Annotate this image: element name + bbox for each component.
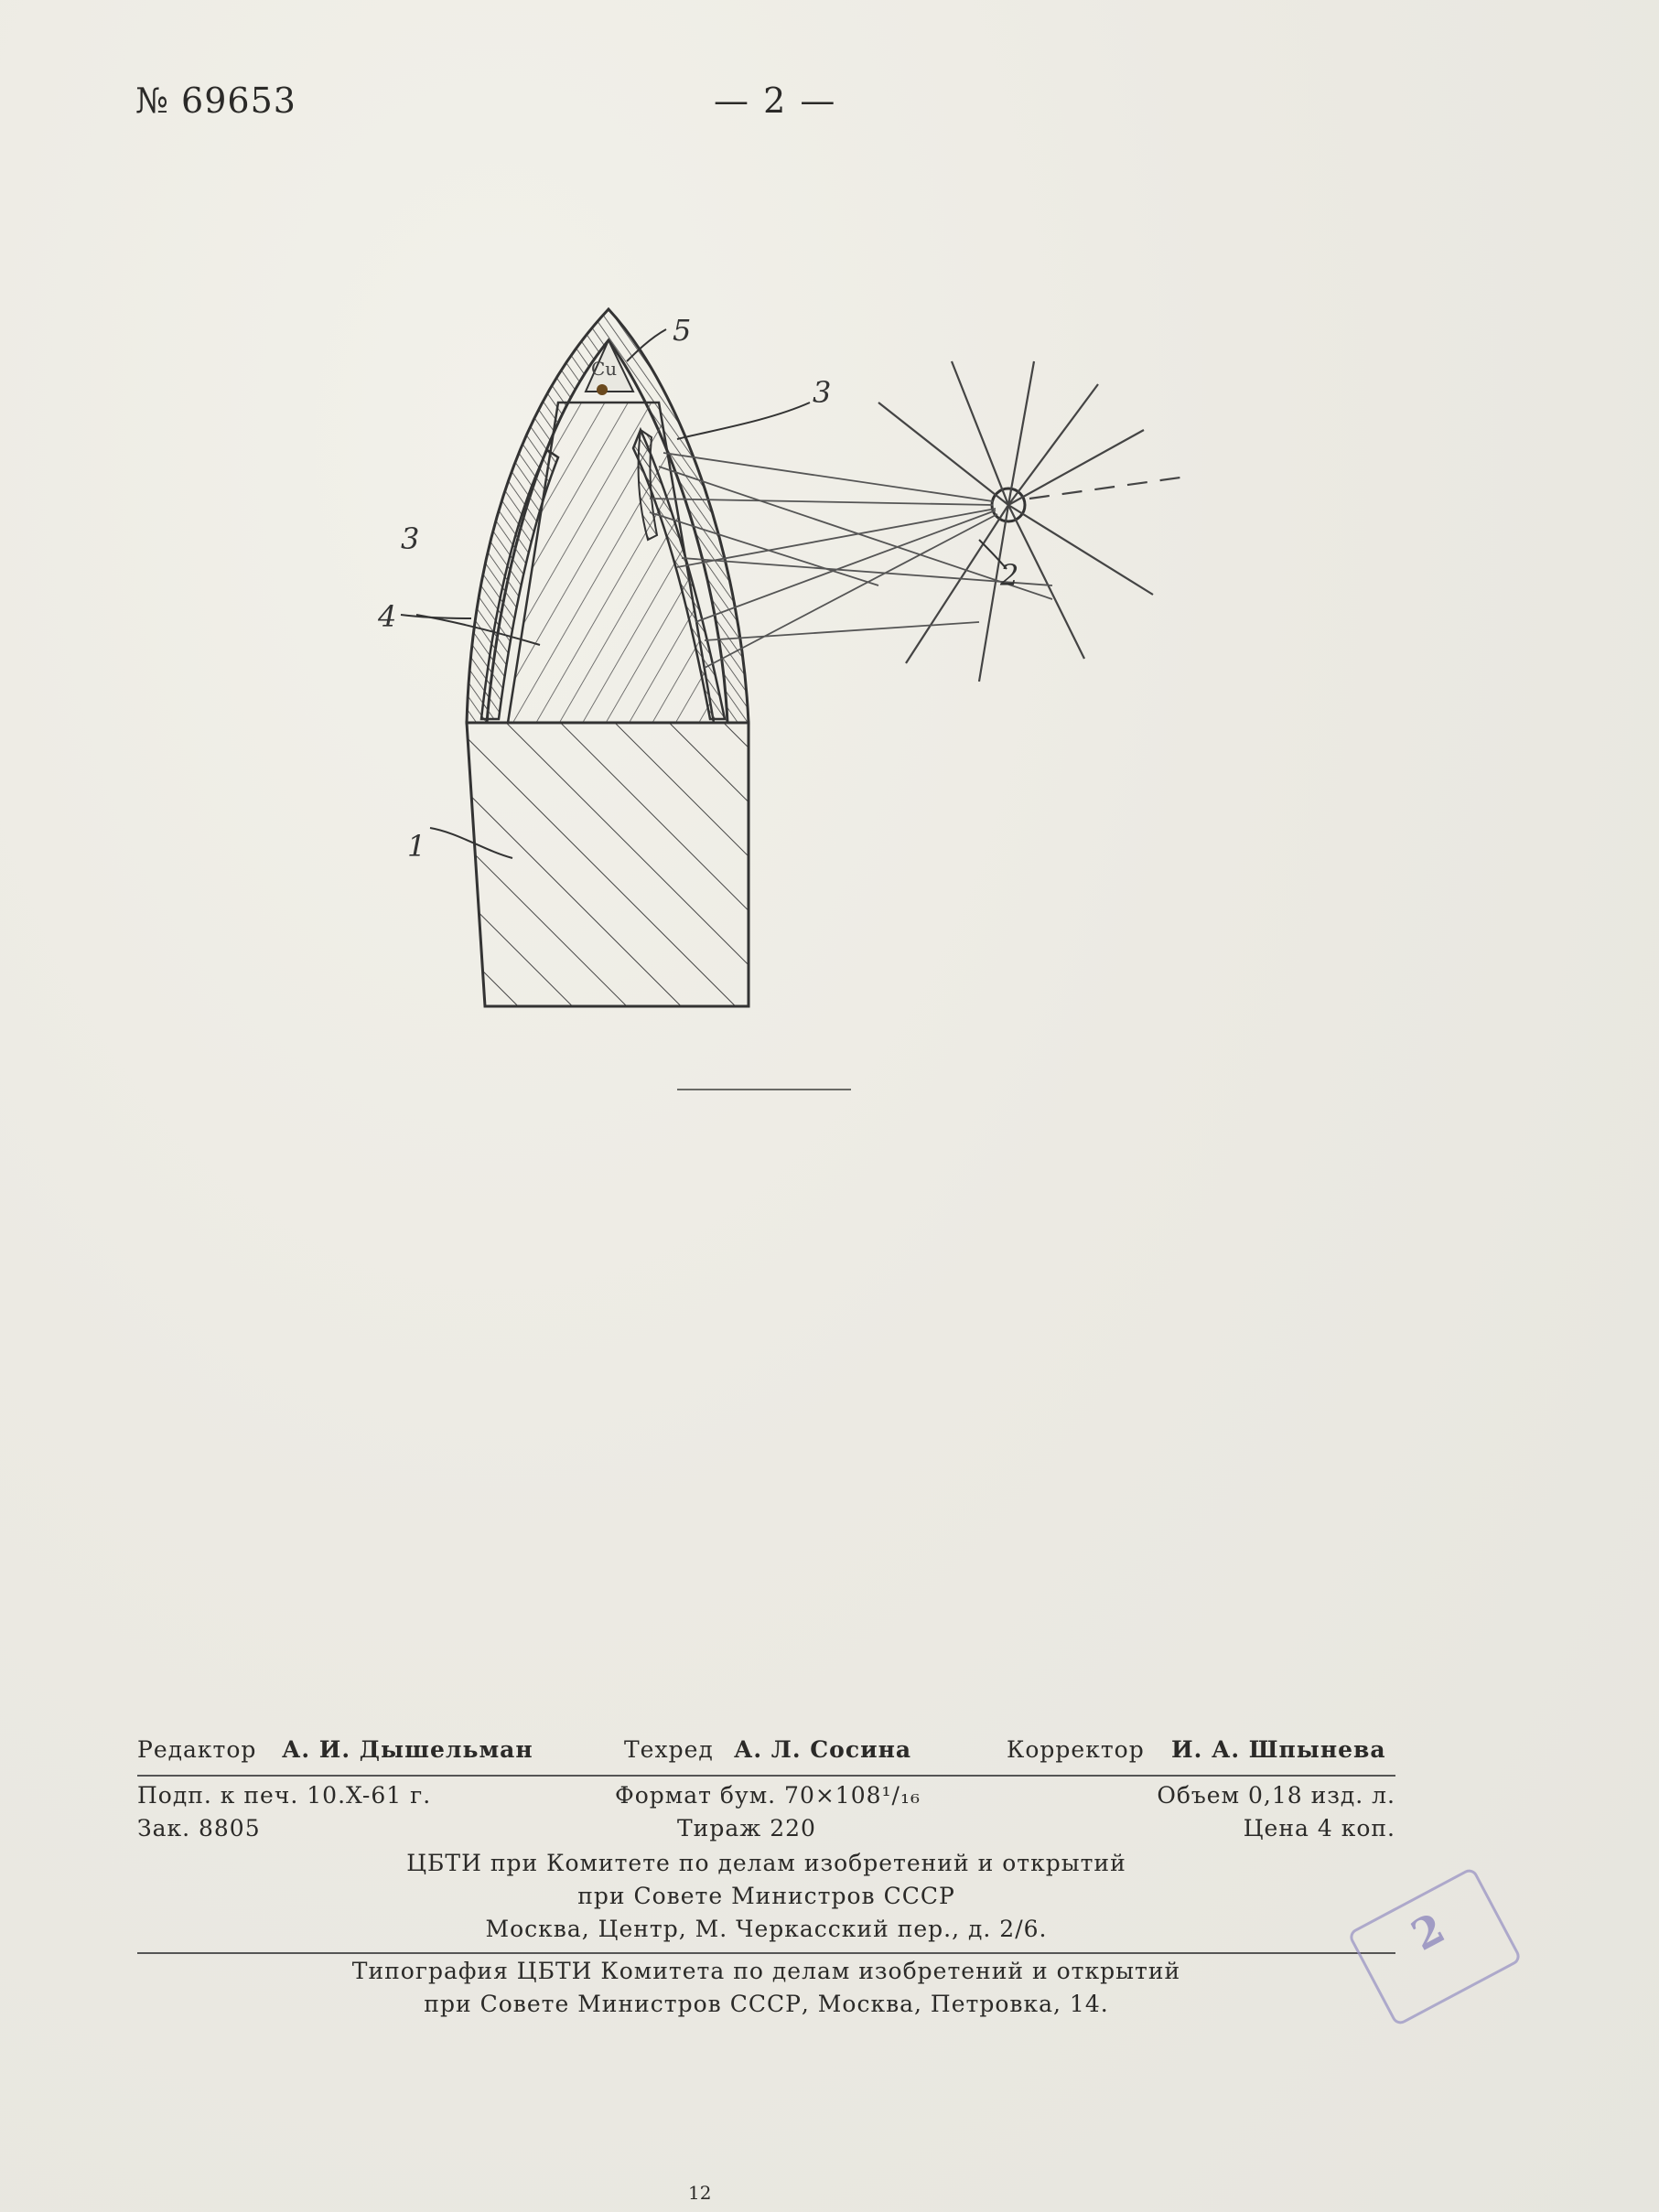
separator-short (677, 1089, 851, 1090)
light-rays (650, 453, 1052, 668)
svg-text:Cu: Cu (591, 358, 618, 380)
printer-line-1: Типография ЦБТИ Комитета по делам изобретений и открытий (351, 1958, 1181, 1984)
editor-label: Редактор (137, 1736, 257, 1763)
page-number: — 2 — (714, 81, 837, 121)
volume: Объем 0,18 изд. л. (1157, 1782, 1395, 1809)
imprint-rule-top (137, 1775, 1395, 1777)
label-3-right: 3 (813, 375, 832, 410)
circulation: Тираж 220 (677, 1815, 816, 1842)
order-number: Зак. 8805 (137, 1815, 261, 1842)
corrector-label: Корректор (1007, 1736, 1145, 1763)
publisher-line-3: Москва, Центр, М. Черкасский пер., д. 2/6. (485, 1916, 1048, 1942)
patent-number: № 69653 (135, 81, 296, 121)
signed-date: Подп. к печ. 10.X-61 г. (137, 1782, 432, 1809)
base-block (467, 723, 749, 1006)
printer-line-2: при Совете Министров СССР, Москва, Петровка, 14. (424, 1991, 1109, 2017)
publisher-line-1: ЦБТИ при Комитете по делам изобретений и открытий (406, 1850, 1126, 1876)
label-2: 2 (1000, 558, 1019, 593)
editor-name: А. И. Дышельман (282, 1736, 533, 1763)
label-5: 5 (673, 313, 692, 348)
label-4: 4 (378, 599, 397, 634)
imprint-rule-bottom (137, 1952, 1395, 1954)
label-1: 1 (407, 829, 426, 864)
techred-name: А. Л. Сосина (734, 1736, 912, 1763)
publisher-line-2: при Совете Министров СССР (577, 1883, 955, 1909)
techred-label: Техред (624, 1736, 714, 1763)
price: Цена 4 коп. (1243, 1815, 1395, 1842)
folio-number: 12 (688, 2182, 712, 2204)
corrector-name: И. А. Шпынева (1171, 1736, 1386, 1763)
stamp-mark: 2 (1403, 1903, 1453, 1960)
patent-drawing (0, 0, 1659, 1052)
label-3-left: 3 (401, 521, 420, 556)
paper-format: Формат бум. 70×108¹/₁₆ (615, 1782, 921, 1809)
